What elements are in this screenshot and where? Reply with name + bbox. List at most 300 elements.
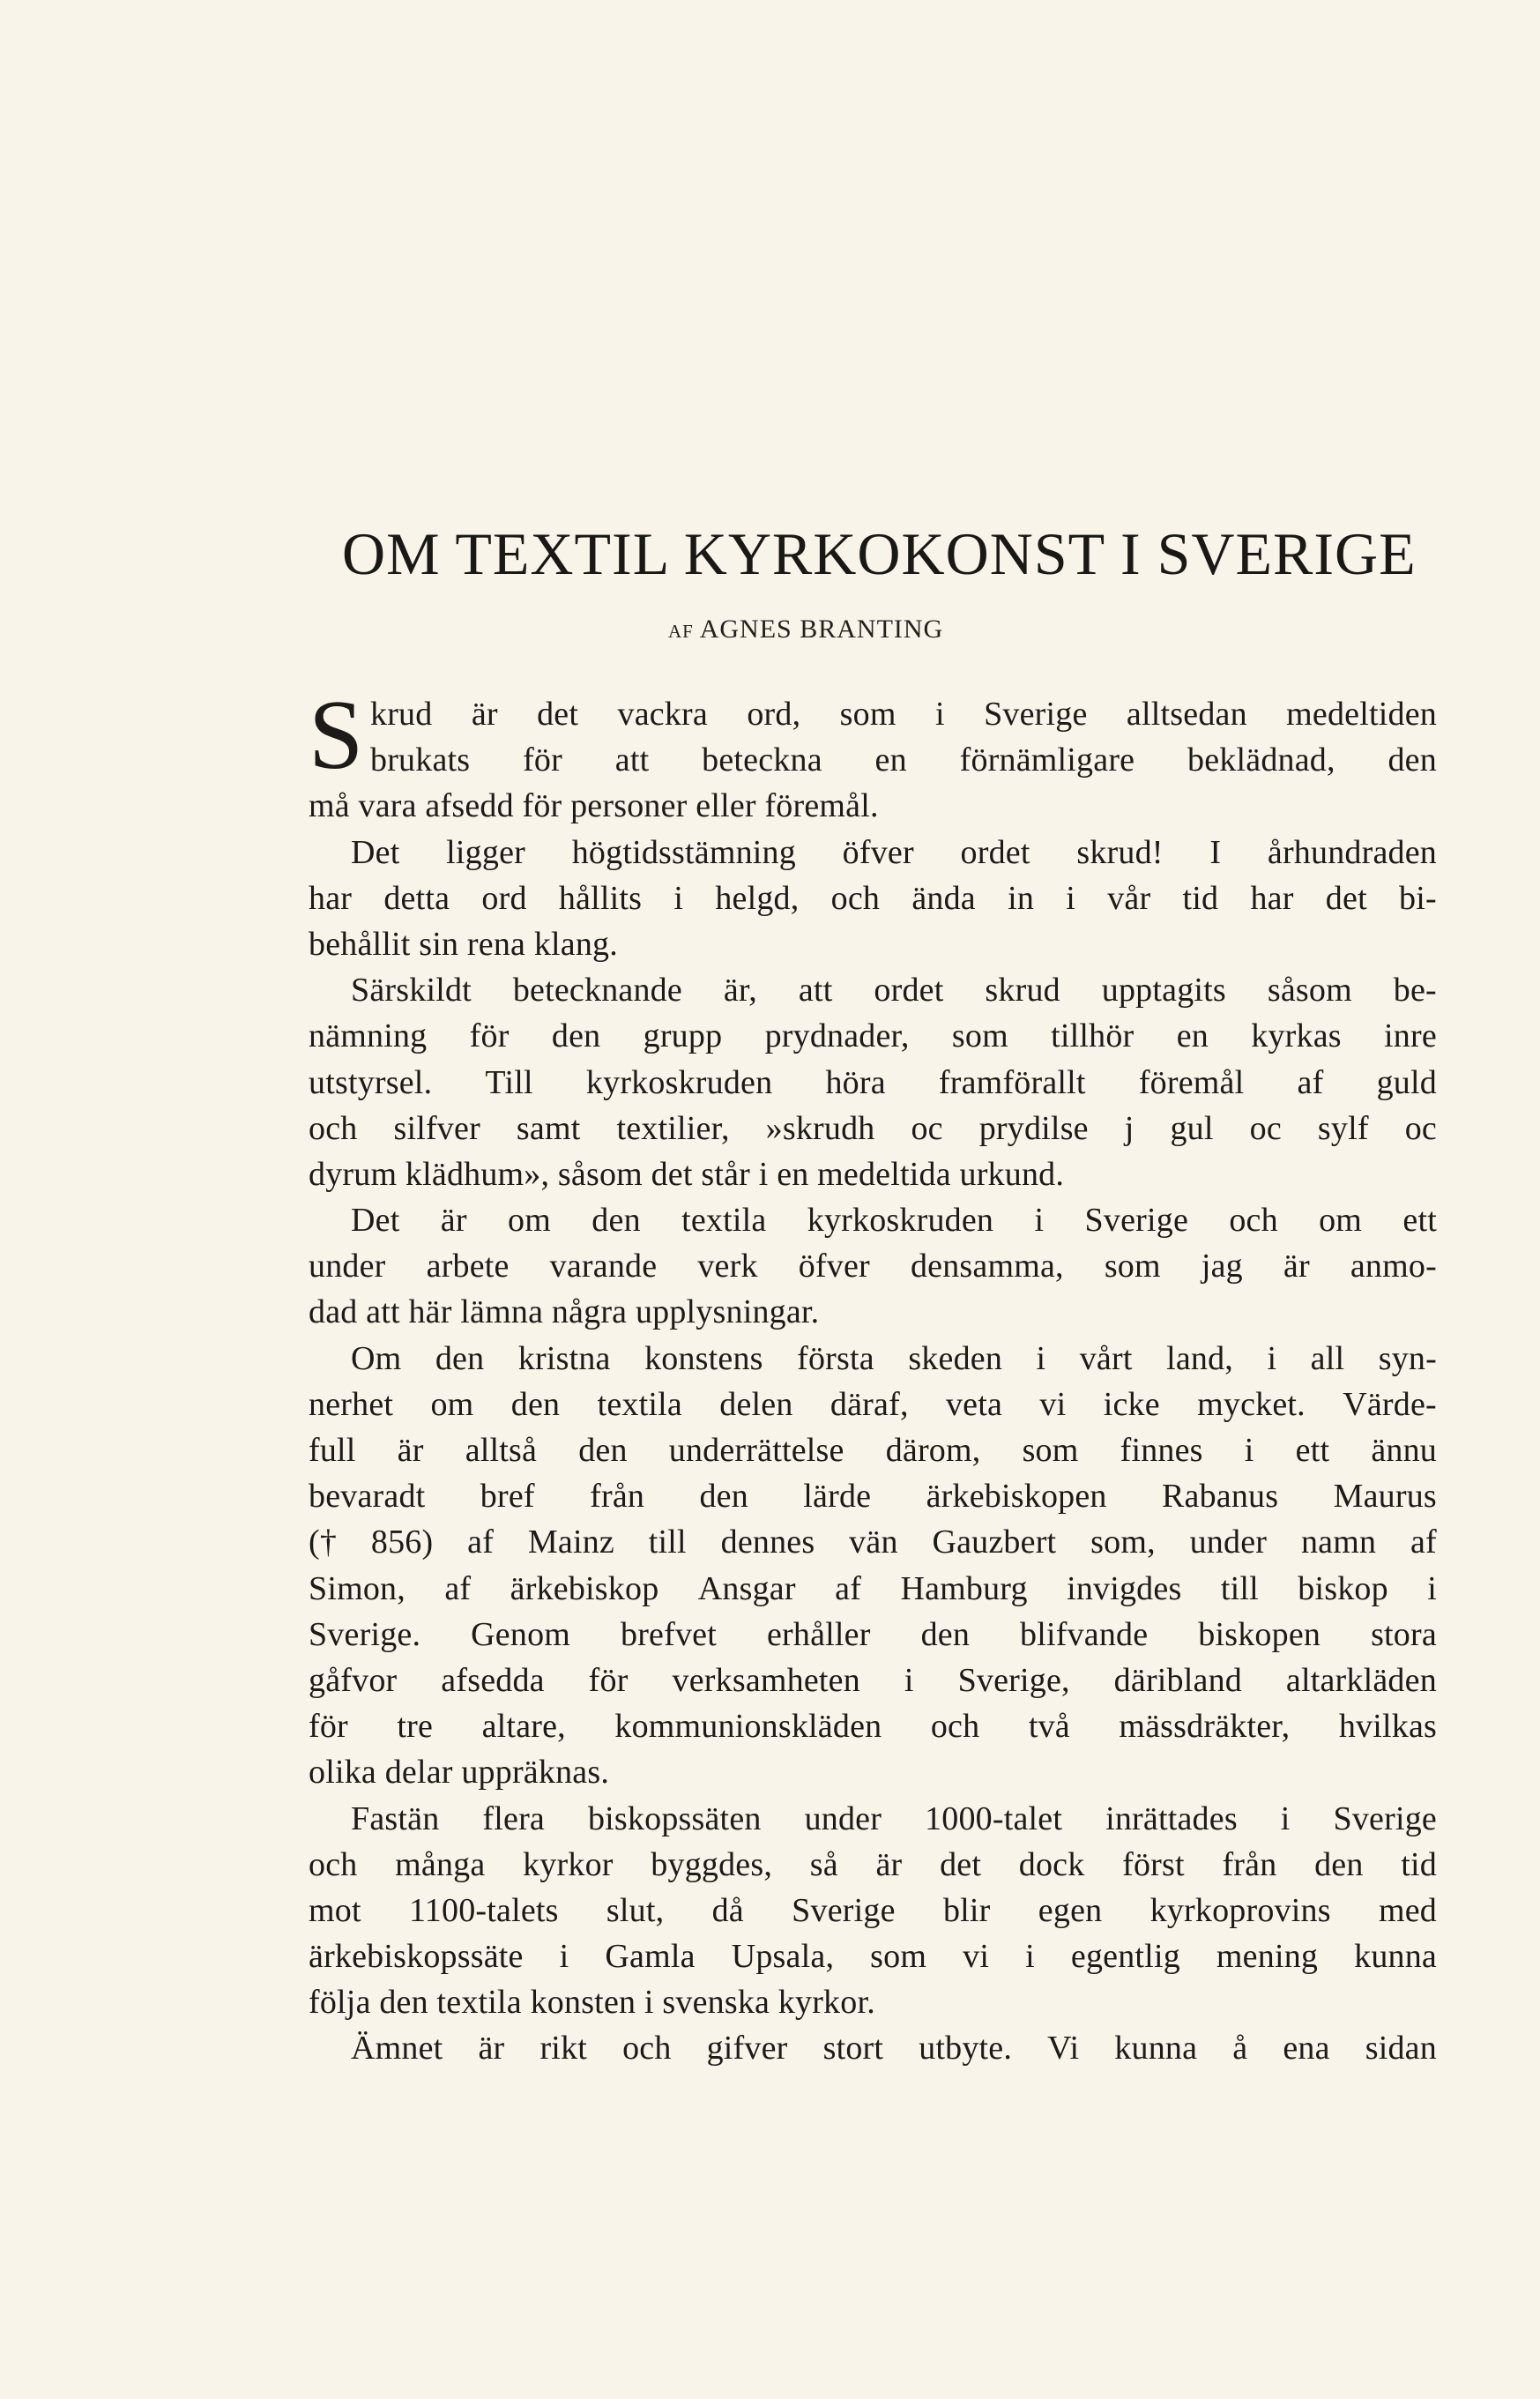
word: den xyxy=(1387,741,1437,779)
word: två xyxy=(1028,1708,1070,1746)
word: för xyxy=(309,1708,348,1746)
text-line xyxy=(309,1749,1437,1795)
word: den xyxy=(578,1432,628,1469)
word: alltså xyxy=(465,1432,538,1469)
word: af xyxy=(1410,1524,1437,1561)
word: personer xyxy=(570,787,696,825)
word: en xyxy=(874,741,907,779)
text-line xyxy=(309,2025,1437,2071)
word: skrud! xyxy=(1076,833,1164,871)
word: som xyxy=(1022,1432,1079,1469)
word: Det xyxy=(351,833,400,871)
word: lärde xyxy=(803,1478,872,1516)
word: däraf, xyxy=(830,1385,909,1423)
word: Vi xyxy=(1047,2030,1080,2067)
word: underrättelse xyxy=(668,1432,844,1469)
word: j xyxy=(1124,1109,1135,1147)
word: sidan xyxy=(1365,2030,1437,2067)
word: medeltida xyxy=(817,1155,960,1193)
word: under xyxy=(1189,1524,1268,1561)
word: Sverige xyxy=(1333,1799,1437,1837)
word: syn- xyxy=(1378,1339,1437,1377)
word: mening xyxy=(1216,1938,1319,1976)
word: silfver xyxy=(393,1109,480,1147)
word: vi xyxy=(963,1938,990,1976)
word: vi xyxy=(1039,1385,1067,1423)
word: nämning xyxy=(309,1017,428,1055)
word: oc xyxy=(1404,1109,1437,1147)
word: Det xyxy=(351,1202,400,1240)
word: den xyxy=(920,1615,971,1653)
text-line xyxy=(309,1106,1437,1151)
word: är, xyxy=(723,972,757,1010)
text-line xyxy=(309,1336,1437,1382)
word: kyrkor. xyxy=(777,1984,875,2022)
word: och xyxy=(309,1845,358,1883)
word: om xyxy=(508,1202,551,1240)
text-line xyxy=(309,691,1437,737)
word: uppräknas. xyxy=(461,1754,610,1792)
word: prydnader, xyxy=(764,1017,910,1055)
word: Gamla xyxy=(605,1938,696,1976)
word: inrättades xyxy=(1105,1799,1238,1837)
word: vara xyxy=(358,787,426,825)
word: af xyxy=(835,1569,862,1607)
word: vackra xyxy=(617,696,708,733)
text-line xyxy=(309,1427,1437,1473)
word: klang. xyxy=(533,925,618,963)
word: från xyxy=(590,1478,645,1516)
word: gåfvor xyxy=(309,1661,398,1699)
word: verksamheten xyxy=(672,1661,860,1699)
word: kunna xyxy=(1354,1938,1437,1976)
word: rikt xyxy=(539,2030,588,2067)
word: full xyxy=(309,1432,356,1469)
word: den xyxy=(551,1017,601,1055)
word: densamma, xyxy=(910,1248,1064,1285)
word: verk xyxy=(697,1248,758,1285)
word: för xyxy=(469,1017,510,1055)
article-title: OM TEXTIL KYRKOKONST I SVERIGE xyxy=(342,520,1417,587)
word: under xyxy=(804,1799,882,1837)
word: såsom xyxy=(1267,972,1352,1010)
word: i xyxy=(1025,1938,1035,1976)
word: helgd, xyxy=(715,879,800,917)
word: i xyxy=(673,879,684,917)
word: blifvande xyxy=(1020,1615,1149,1653)
word: lämna xyxy=(460,1293,552,1331)
word: af xyxy=(467,1524,495,1561)
word: under xyxy=(309,1248,386,1285)
word: veta xyxy=(945,1385,1003,1423)
word: Mainz xyxy=(527,1524,614,1561)
word: om xyxy=(1319,1202,1363,1240)
word: ligger xyxy=(446,833,526,871)
word: be- xyxy=(1393,972,1437,1010)
word: namn xyxy=(1300,1524,1377,1561)
word: några xyxy=(551,1293,636,1331)
word: beteckna xyxy=(702,741,822,779)
word: i xyxy=(559,1938,569,1976)
text-line xyxy=(309,1289,1437,1335)
word: som, xyxy=(1090,1524,1156,1561)
word: Maurus xyxy=(1333,1478,1437,1516)
word: 856) xyxy=(370,1524,434,1561)
word: om xyxy=(430,1385,474,1423)
word: att xyxy=(798,972,833,1010)
word: ett xyxy=(1295,1432,1330,1469)
word: mässdräkter, xyxy=(1119,1708,1291,1746)
word: Värde- xyxy=(1343,1385,1437,1423)
word: från xyxy=(1222,1845,1277,1883)
word: oc xyxy=(1249,1109,1282,1147)
word: tillhör xyxy=(1051,1017,1135,1055)
word: medeltiden xyxy=(1286,696,1437,733)
word: byggdes, xyxy=(651,1845,773,1883)
word: höra xyxy=(825,1063,886,1101)
word: ord xyxy=(481,879,527,917)
word: å xyxy=(1232,2030,1248,2067)
word: gul xyxy=(1170,1109,1214,1147)
word: att xyxy=(614,741,650,779)
word: den xyxy=(379,1984,437,2022)
word: och xyxy=(930,1708,980,1746)
word: kyrkoprovins xyxy=(1149,1891,1331,1929)
word: i xyxy=(904,1661,914,1699)
word: har xyxy=(309,879,353,917)
word: och xyxy=(309,1109,358,1147)
word: Sverige, xyxy=(957,1661,1070,1699)
word: nerhet xyxy=(309,1385,394,1423)
word: upplysningar. xyxy=(635,1293,820,1331)
word: altare, xyxy=(481,1708,566,1746)
word: den xyxy=(1314,1845,1364,1883)
word: biskopen xyxy=(1198,1615,1321,1653)
word: första xyxy=(797,1339,874,1377)
text-line xyxy=(309,967,1437,1013)
word: är xyxy=(1283,1248,1310,1285)
word: upptagits xyxy=(1101,972,1226,1010)
word: gifver xyxy=(706,2030,788,2067)
word: föremål. xyxy=(764,787,879,825)
word: tre xyxy=(397,1708,434,1746)
text-line xyxy=(309,1842,1437,1888)
word: afsedda xyxy=(441,1661,545,1699)
word: finnes xyxy=(1120,1432,1203,1469)
author-name: AGNES BRANTING xyxy=(699,615,944,644)
word: krud xyxy=(370,696,433,733)
word: vän xyxy=(849,1524,898,1561)
drop-cap: S xyxy=(309,681,364,790)
word: Ansgar xyxy=(697,1569,796,1607)
word: sin xyxy=(419,925,467,963)
word: dock xyxy=(1018,1845,1085,1883)
word: sylf xyxy=(1317,1109,1369,1147)
word: Till xyxy=(485,1063,533,1101)
word: delen xyxy=(719,1385,793,1423)
text-line xyxy=(309,1151,1437,1197)
word: delar xyxy=(384,1754,462,1792)
word: beklädnad, xyxy=(1187,741,1335,779)
text-line xyxy=(309,1013,1437,1059)
word: vårt xyxy=(1079,1339,1133,1377)
word: står xyxy=(701,1155,759,1193)
text-line xyxy=(309,1382,1437,1427)
word: i xyxy=(1427,1569,1437,1607)
word: ordet xyxy=(960,833,1030,871)
word: kyrkor xyxy=(523,1845,614,1883)
word: Om xyxy=(351,1339,402,1377)
word: textila xyxy=(681,1202,767,1240)
word: brukats xyxy=(370,741,471,779)
word: kristna xyxy=(517,1339,611,1377)
word: i xyxy=(644,1984,663,2022)
word: biskopssäten xyxy=(587,1799,762,1837)
word: i xyxy=(1066,879,1076,917)
word: skrud xyxy=(985,972,1060,1010)
word: hvilkas xyxy=(1338,1708,1437,1746)
word: bi- xyxy=(1399,879,1437,917)
word: kommunionskläden xyxy=(614,1708,882,1746)
word: altarkläden xyxy=(1285,1661,1437,1699)
word: och xyxy=(830,879,881,917)
word: i xyxy=(1267,1339,1277,1377)
word: icke xyxy=(1103,1385,1160,1423)
word: i xyxy=(1036,1339,1046,1377)
word: först xyxy=(1122,1845,1185,1883)
word: är xyxy=(471,696,498,733)
word: det xyxy=(940,1845,982,1883)
word: detta xyxy=(383,879,450,917)
word: mycket. xyxy=(1197,1385,1306,1423)
word: flera xyxy=(482,1799,545,1837)
word: har xyxy=(1250,879,1294,917)
byline-prefix: AF xyxy=(668,621,694,642)
word: följa xyxy=(309,1984,380,2022)
word: Simon, xyxy=(309,1569,405,1607)
word: textila xyxy=(597,1385,682,1423)
word: Gauzbert xyxy=(932,1524,1057,1561)
word: som xyxy=(839,696,896,733)
word: varande xyxy=(549,1248,658,1285)
word: biskop xyxy=(1298,1569,1388,1607)
word: dyrum xyxy=(309,1155,405,1193)
word: stora xyxy=(1371,1615,1437,1653)
word: dennes xyxy=(720,1524,815,1561)
word: ända xyxy=(911,879,976,917)
word: en xyxy=(777,1155,818,1193)
word: jag xyxy=(1201,1248,1243,1285)
word: kyrkas xyxy=(1251,1017,1342,1055)
word: att xyxy=(366,1293,409,1331)
word: som xyxy=(870,1938,927,1976)
text-line xyxy=(309,1519,1437,1565)
text-line xyxy=(309,1796,1437,1842)
word: är xyxy=(478,2030,505,2067)
text-line xyxy=(309,1933,1437,1979)
text-line xyxy=(309,783,1437,829)
word: kyrkoskruden xyxy=(807,1202,994,1240)
word: Ämnet xyxy=(351,2030,443,2067)
word: Sverige xyxy=(1084,1202,1189,1240)
word: behållit xyxy=(309,925,420,963)
word: samt xyxy=(516,1109,581,1147)
text-line xyxy=(309,875,1437,921)
word: land, xyxy=(1166,1339,1233,1377)
word: såsom xyxy=(557,1155,651,1193)
word: textila xyxy=(436,1984,531,2022)
word: utstyrsel. xyxy=(309,1063,433,1101)
word: Sverige xyxy=(984,696,1088,733)
word: in xyxy=(1008,879,1035,917)
word: som xyxy=(1104,1248,1161,1285)
word: så xyxy=(809,1845,838,1883)
word: stort xyxy=(822,2030,884,2067)
word: högtidsstämning xyxy=(571,833,796,871)
word: föremål xyxy=(1138,1063,1245,1101)
text-line xyxy=(309,1197,1437,1243)
word: en xyxy=(1176,1017,1209,1055)
byline xyxy=(668,612,943,649)
word: textilier, xyxy=(616,1109,730,1147)
word: ärkebiskopssäte xyxy=(309,1938,524,1976)
text-line xyxy=(309,1612,1437,1658)
word: ord, xyxy=(747,696,801,733)
word: i xyxy=(1034,1202,1045,1240)
word: Upsala, xyxy=(731,1938,835,1976)
word: arbete xyxy=(426,1248,510,1285)
word: ännu xyxy=(1371,1432,1437,1469)
word: eller xyxy=(696,787,765,825)
word: all xyxy=(1310,1339,1345,1377)
word: prydilse xyxy=(978,1109,1089,1147)
word: Sverige. xyxy=(309,1615,421,1653)
word: till xyxy=(1220,1569,1259,1607)
word: däribland xyxy=(1113,1661,1242,1699)
word: det xyxy=(651,1155,702,1193)
text-line xyxy=(309,1243,1437,1289)
word: betecknande xyxy=(512,972,682,1010)
word: Sverige xyxy=(792,1891,896,1929)
word: († xyxy=(309,1524,338,1561)
text-line xyxy=(309,1979,1437,2025)
word: Särskildt xyxy=(351,972,472,1010)
word: afsedd xyxy=(425,787,523,825)
word: kyrkoskruden xyxy=(585,1063,773,1101)
word: det xyxy=(537,696,579,733)
word: mot xyxy=(309,1891,361,1929)
word: den xyxy=(435,1339,485,1377)
word: ett xyxy=(1402,1202,1437,1240)
word: är xyxy=(875,1845,903,1883)
word: det xyxy=(1325,879,1367,917)
word: konstens xyxy=(644,1339,763,1377)
word: 1100-talets xyxy=(409,1891,559,1929)
word: är xyxy=(397,1432,424,1469)
word: bref xyxy=(480,1478,535,1516)
word: tid xyxy=(1401,1845,1437,1883)
word: för xyxy=(588,1661,629,1699)
word: ärkebiskop xyxy=(510,1569,659,1607)
word: som xyxy=(951,1017,1008,1055)
word: hållits xyxy=(558,879,643,917)
word: bevaradt xyxy=(309,1478,426,1516)
word: Fastän xyxy=(351,1799,440,1837)
word: rena xyxy=(466,925,534,963)
word: dad xyxy=(309,1293,367,1331)
word: Genom xyxy=(471,1615,571,1653)
word: guld xyxy=(1376,1063,1437,1101)
word: ärkebiskopen xyxy=(926,1478,1107,1516)
word: »skrudh xyxy=(765,1109,875,1147)
word: den xyxy=(510,1385,561,1423)
word: urkund. xyxy=(959,1155,1065,1193)
word: Hamburg xyxy=(900,1569,1028,1607)
word: här xyxy=(408,1293,461,1331)
word: för xyxy=(522,787,571,825)
word: i xyxy=(1244,1432,1254,1469)
word: framförallt xyxy=(938,1063,1086,1101)
word: må xyxy=(309,787,359,825)
word: många xyxy=(395,1845,486,1883)
text-line xyxy=(309,1658,1437,1703)
word: och xyxy=(1229,1202,1278,1240)
text-line xyxy=(309,830,1437,875)
word: konsten xyxy=(530,1984,644,2022)
word: är xyxy=(440,1202,467,1240)
word: öfver xyxy=(842,833,914,871)
text-line xyxy=(309,1566,1437,1612)
word: svenska xyxy=(662,1984,778,2022)
word: af xyxy=(444,1569,472,1607)
text-line xyxy=(309,1888,1437,1933)
word: blir xyxy=(942,1891,991,1929)
word: öfver xyxy=(798,1248,870,1285)
word: i xyxy=(758,1155,777,1193)
word: ordet xyxy=(874,972,944,1010)
word: alltsedan xyxy=(1126,696,1247,733)
text-line xyxy=(309,921,1437,967)
word: egen xyxy=(1038,1891,1103,1929)
word: till xyxy=(648,1524,687,1561)
word: i xyxy=(1280,1799,1291,1837)
word: oc xyxy=(911,1109,943,1147)
text-line xyxy=(309,1060,1437,1106)
word: af xyxy=(1297,1063,1324,1101)
word: inre xyxy=(1384,1017,1437,1055)
word: Rabanus xyxy=(1161,1478,1279,1516)
word: brefvet xyxy=(621,1615,717,1653)
word: utbyte. xyxy=(919,2030,1013,2067)
word: för xyxy=(523,741,562,779)
word: grupp xyxy=(643,1017,723,1055)
word: århundraden xyxy=(1267,833,1437,871)
word: slut, xyxy=(606,1891,665,1929)
word: den xyxy=(699,1478,748,1516)
word: skeden xyxy=(908,1339,1003,1377)
word: med xyxy=(1378,1891,1437,1929)
word: erhåller xyxy=(766,1615,871,1653)
word: 1000-talet xyxy=(925,1799,1063,1837)
text-line xyxy=(309,1473,1437,1519)
word: egentlig xyxy=(1070,1938,1180,1976)
word: klädhum», xyxy=(405,1155,558,1193)
word: kunna xyxy=(1114,2030,1198,2067)
text-line xyxy=(309,737,1437,783)
word: vår xyxy=(1107,879,1151,917)
body-text xyxy=(309,681,1437,2072)
word: då xyxy=(711,1891,744,1929)
